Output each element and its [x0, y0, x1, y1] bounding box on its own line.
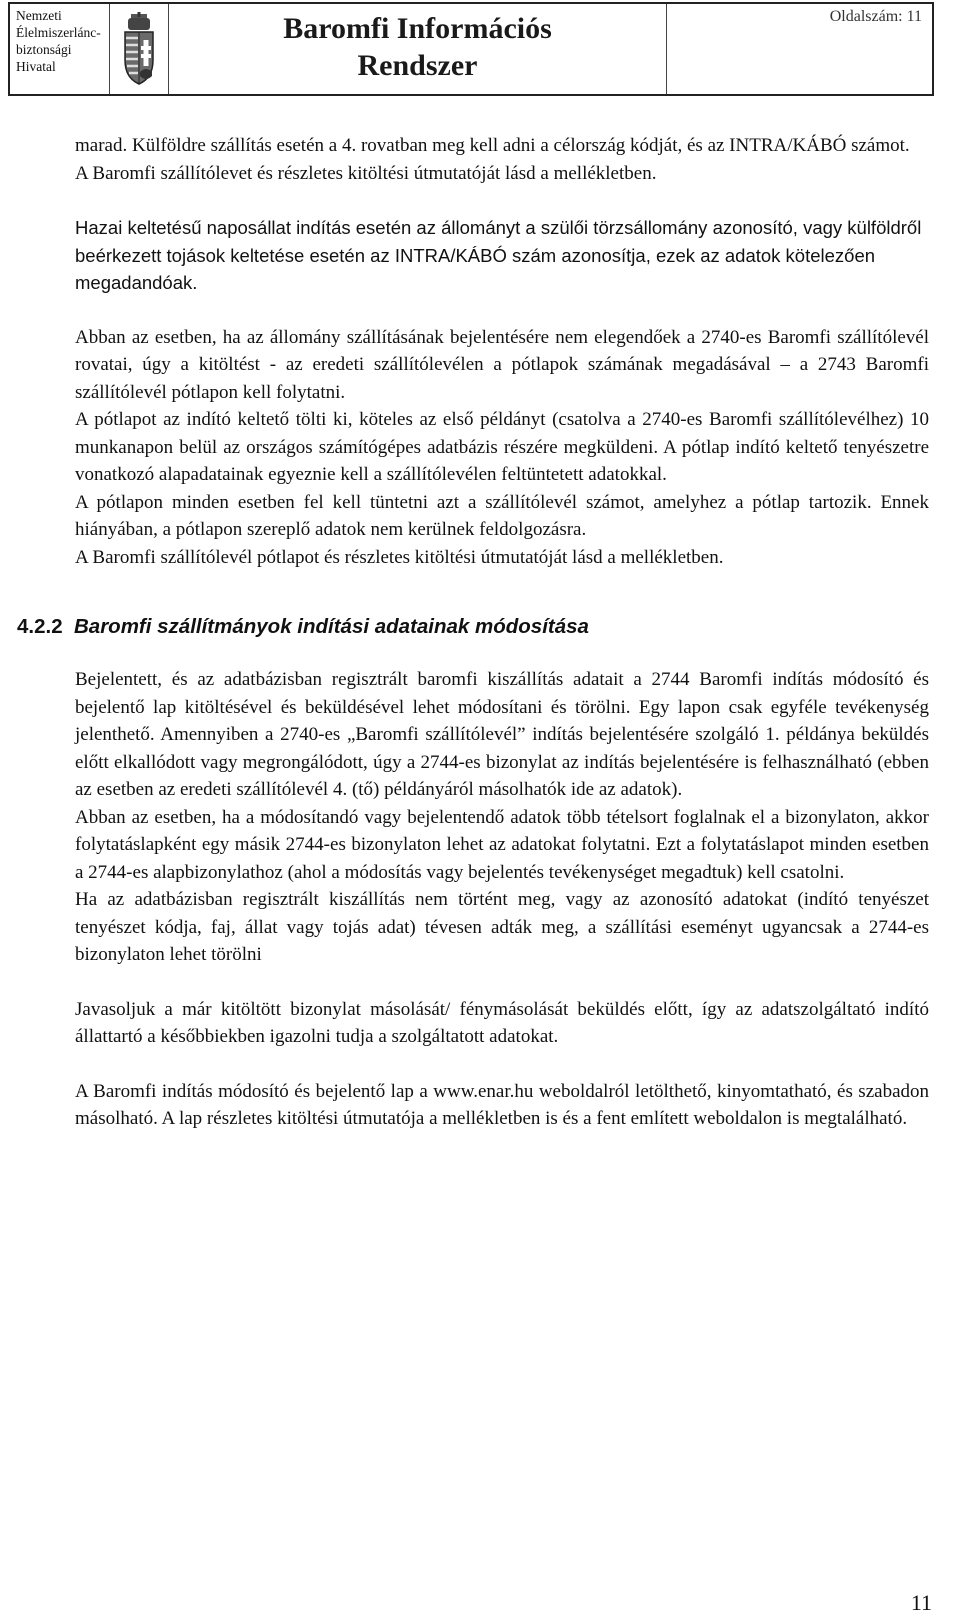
section-number: 4.2.2	[17, 615, 63, 638]
paragraph: A Baromfi szállítólevet és részletes kitöltési útmutatóját lásd a mellékletben.	[75, 162, 657, 184]
paragraph: Javasoljuk a már kitöltött bizonylat másolását/ fénymásolását beküldés előtt, így az adatszolgáltató indító állattartó a későbbiekben igazolni tudja a szolgáltatott adatokat.	[75, 998, 929, 1047]
crest-cell	[110, 4, 169, 94]
org-line: Nemzeti	[16, 8, 62, 23]
paragraph: A pótlapot az indító keltető tölti ki, köteles az első példányt (csatolva a 2740-es Baromfi szállítólevélhez) 10 munkanapon belül az országos számítógépes adatbázis részére megküldeni. A pótlap indító keltető tenyészetre vonatkozó alapadatainak egyeznie kell a szállítólevélen feltüntetett adatokkal.	[75, 409, 929, 485]
paragraph: Ha az adatbázisban regisztrált kiszállítás nem történt meg, vagy az azonosító adatokat (indító tenyészet tenyészet kódja, faj, állat vagy tojás adat) tévesen adták meg, a szállítási eseményt ugyancsak a 2744-es bizonylaton lehet törölni	[75, 889, 929, 965]
paragraph: Abban az esetben, ha a módosítandó vagy bejelentendő adatok több tételsort foglalnak el a bizonylaton, akkor folytatáslapként egy másik 2744-es bizonylaton lehet az adatokat folytatni. Ezt a folytatáslapot minden esetben a 2744-es alapbizonylathoz (ahol a módosítás vagy bejelentés tevékenységet megadtuk) kell csatolni.	[75, 806, 929, 883]
page-label: Oldalszám: 11	[829, 8, 922, 25]
section-heading	[17, 613, 929, 641]
paragraph: Bejelentett, és az adatbázisban regisztrált baromfi kiszállítás adatait a 2744 Baromfi indítás módosító és bejelentő lap kitöltésével és beküldésével lehet módosítani és törölni. Egy lapon csak egyféle tevékenység jelenthető. Amennyiben a 2740-es „Baromfi szállítólevél” indítás bejelentésére szolgáló 1. példánya beküldés előtt elkallódott vagy megrongálódott, úgy a 2744-es bizonylat az indítás bejelentésére is felhasználható (ebben az esetben az eredeti szállítólevél 4. (tő) példányáról másolhatók ide az adatok).	[75, 669, 929, 800]
org-line: Hivatal	[16, 59, 56, 74]
spacer	[75, 297, 929, 324]
header-title	[169, 4, 667, 94]
paragraph: marad. Külföldre szállítás esetén a 4. rovatban meg kell adni a célország kódját, és az INTRA/KÁBÓ számot.	[75, 135, 910, 156]
document-body	[17, 132, 929, 1133]
section-title: Baromfi szállítmányok indítási adatainak módosítása	[74, 615, 589, 638]
spacer	[75, 641, 929, 666]
paragraph: A Baromfi indítás módosító és bejelentő lap a www.enar.hu weboldalról letölthető, kinyomtatható, és szabadon másolható. A lap részletes kitöltési útmutatója a mellékletben is és a fent említett weboldalon is megtalálható.	[75, 1080, 929, 1129]
header-title-line: Rendszer	[357, 49, 478, 82]
org-line: biztonsági	[16, 42, 72, 57]
spacer	[75, 571, 929, 613]
spacer	[75, 1051, 929, 1078]
header-title-line: Baromfi Információs	[283, 12, 552, 45]
paragraph: Hazai keltetésű naposállat indítás esetén az állományt a szülői törzsállomány azonosító, vagy külföldről beérkezett tojások keltetése esetén az INTRA/KÁBÓ szám azonosítja, ezek az adatok kötelezően megadandóak.	[75, 217, 922, 293]
spacer	[75, 969, 929, 996]
spacer	[75, 187, 929, 214]
org-line: Élelmiszerlánc-	[16, 25, 101, 40]
paragraph: A pótlapon minden esetben fel kell tüntetni azt a szállítólevél számot, amelyhez a pótlap tartozik. Ennek hiányában, a pótlapon szereplő adatok nem kerülnek feldolgozásra.	[75, 491, 929, 540]
paragraph: Abban az esetben, ha az állomány szállításának bejelentésére nem elegendőek a 2740-es Baromfi szállítólevél rovatai, úgy a kitöltést - az eredeti szállítólevélen a pótlapok számának megadásával – a 2743 Baromfi szállítólevél pótlapon kell folytatni.	[75, 326, 929, 403]
paragraph: A Baromfi szállítólevél pótlapot és részletes kitöltési útmutatóját lásd a mellékletben.	[75, 546, 724, 568]
hungarian-coat-of-arms-icon	[122, 12, 156, 86]
page-header	[8, 2, 934, 96]
organization-name	[10, 4, 110, 94]
page-number: 11	[910, 1590, 932, 1615]
